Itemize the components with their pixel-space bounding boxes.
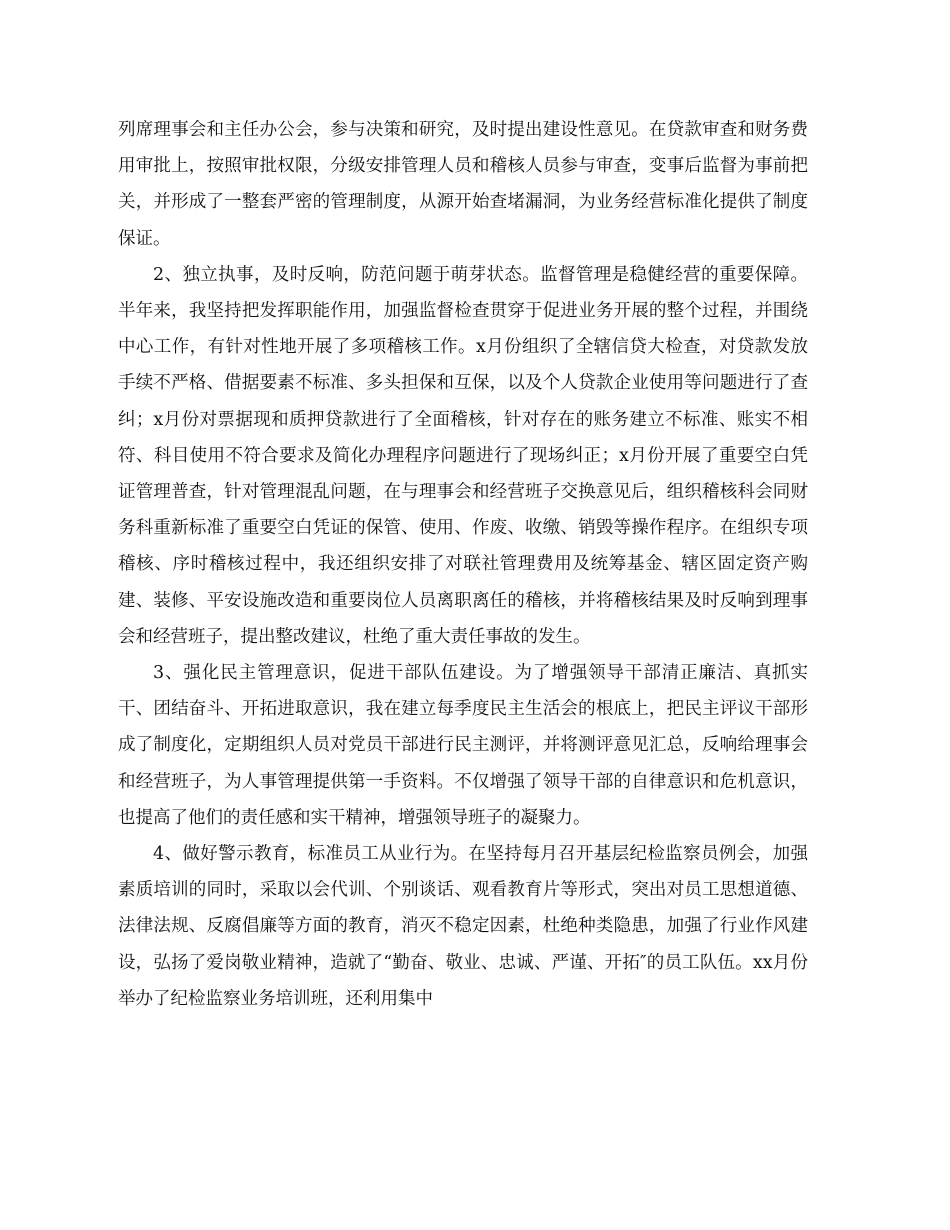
document-body [118, 112, 808, 1017]
paragraph-2: 2、独立执事，及时反响，防范问题于萌芽状态。监督管理是稳健经营的重要保障。半年来，我坚持把发挥职能作用，加强监督检查贯穿于促进业务开展的整个过程，并围绕中心工作，有针对性地开展了多项稽核工作。x月份组织了全辖信贷大检查，对贷款发放手续不严格、借据要素不标准、多头担保和互保，以及个人贷款企业使用等问题进行了查纠；x月份对票据现和质押贷款进行了全面稽核，针对存在的账务建立不标准、账实不相符、科目使用不符合要求及简化办理程序问题进行了现场纠正；x月份开展了重要空白凭证管理普查，针对管理混乱问题，在与理事会和经营班子交换意见后，组织稽核科会同财务科重新标准了重要空白凭证的保管、使用、作废、收缴、销毁等操作程序。在组织专项稽核、序时稽核过程中，我还组织安排了对联社管理费用及统筹基金、辖区固定资产购建、装修、平安设施改造和重要岗位人员离职离任的稽核，并将稽核结果及时反响到理事会和经营班子，提出整改建议，杜绝了重大责任事故的发生。 [118, 264, 808, 647]
paragraph-1: 列席理事会和主任办公会，参与决策和研究，及时提出建设性意见。在贷款审查和财务费用审批上，按照审批权限，分级安排管理人员和稽核人员参与审查，变事后监督为事前把关，并形成了一整套严密的管理制度，从源开始查堵漏洞，为业务经营标准化提供了制度保证。 [118, 120, 808, 249]
paragraph-4: 4、做好警示教育，标准员工从业行为。在坚持每月召开基层纪检监察员例会，加强素质培训的同时，采取以会代训、个别谈话、观看教育片等形式，突出对员工思想道德、法律法规、反腐倡廉等方面的教育，消灭不稳定因素，杜绝种类隐患，加强了行业作风建设，弘扬了爱岗敬业精神，造就了“勤奋、敬业、忠诚、严谨、开拓″的员工队伍。xx月份举办了纪检监察业务培训班，还利用集中 [118, 844, 808, 1009]
paragraph-3: 3、强化民主管理意识，促进干部队伍建设。为了增强领导干部清正廉洁、真抓实干、团结奋斗、开拓进取意识，我在建立每季度民主生活会的根底上，把民主评议干部形成了制度化，定期组织人员对党员干部进行民主测评，并将测评意见汇总，反响给理事会和经营班子，为人事管理提供第一手资料。不仅增强了领导干部的自律意识和危机意识，也提高了他们的责任感和实干精神，增强领导班子的凝聚力。 [118, 663, 808, 828]
